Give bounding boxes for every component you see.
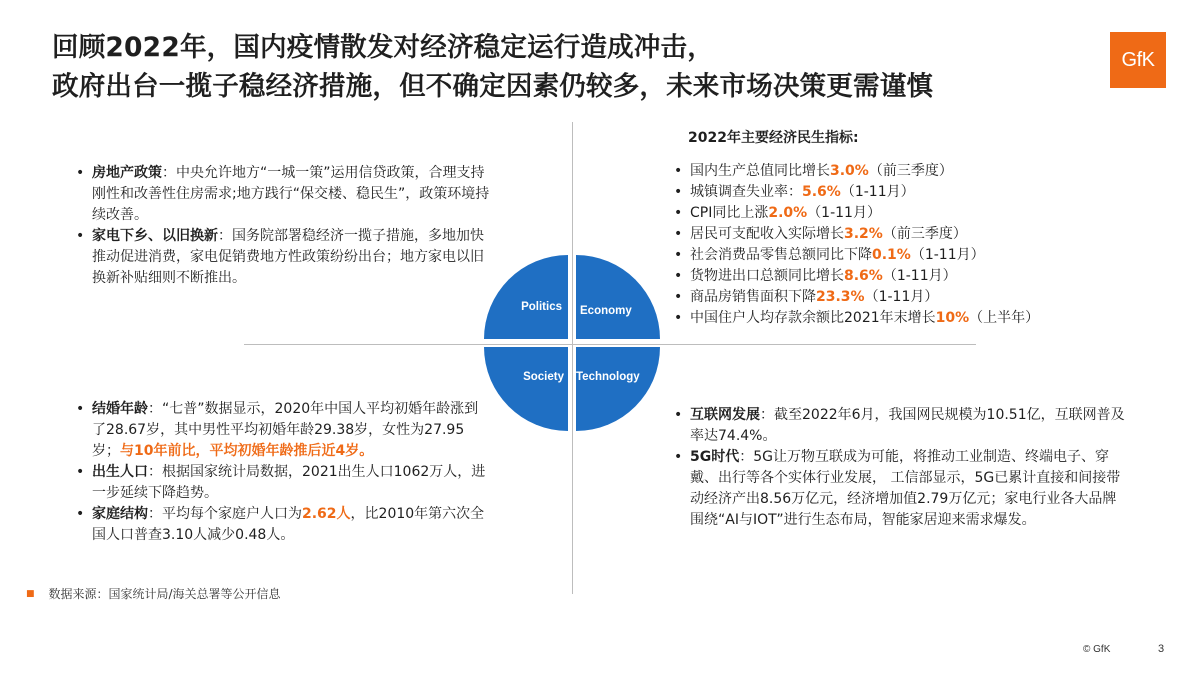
list-item [670, 287, 1130, 308]
politics-quadrant [484, 255, 568, 339]
page-number: 3 [1158, 643, 1165, 655]
title-line-1: 回顾2022年，国内疫情散发对经济稳定运行造成冲击， [52, 32, 714, 63]
list-item [670, 203, 1130, 224]
item-period: （1-11月） [910, 247, 985, 263]
item-highlight: 与10年前比，平均初婚年龄推后近4岁。 [120, 443, 374, 459]
item-text: ：5G让万物互联成为可能，将推动工业制造、终端电子、穿戴、出行等各个实体行业发展， 工信部显示，5G已累计直接和间接带动经济产出8.56万亿元，经济增加值2.79万亿元；家电行业各大品牌围绕“AI与IOT”进行生态布局，智能家居迎来需求爆发。 [690, 449, 1121, 528]
item-value: 2.62人 [302, 506, 351, 522]
item-period: （1-11月） [807, 205, 881, 221]
source-text: 数据来源：国家统计局/海关总署等公开信息 [48, 587, 281, 601]
item-text: 城镇调查失业率： [690, 184, 802, 200]
item-value: 3.0% [830, 163, 869, 179]
item-period: （1-11月） [882, 268, 957, 284]
technology-label: Technology [576, 371, 640, 383]
title-line-2: 政府出台一揽子稳经济措施，但不确定因素仍较多，未来市场决策更需谨慎 [52, 71, 934, 102]
item-text: ：截至2022年6月，我国网民规模为10.51亿，互联网普及率达74.4%。 [690, 407, 1125, 444]
list-item [670, 161, 1130, 182]
item-label: 结婚年龄 [92, 401, 148, 417]
item-text: 国内生产总值同比增长 [690, 163, 830, 179]
item-label: 互联网发展 [690, 407, 760, 423]
economy-section [670, 128, 1130, 329]
copyright: © GfK [1083, 644, 1111, 655]
item-text: ：“七普”数据显示，2020年中国人平均初婚年龄涨到了28.67岁，其中男性平均初婚年龄29.38岁，女性为27.95岁； [92, 401, 479, 459]
list-item [72, 504, 492, 546]
pest-quadrant [484, 255, 660, 431]
item-text: 商品房销售面积下降 [690, 289, 816, 305]
list-item [670, 405, 1130, 447]
item-text: 中国住户人均存款余额比2021年末增长 [690, 310, 936, 326]
item-text: ：根据国家统计局数据，2021出生人口1062万人，进一步延续下降趋势。 [92, 464, 486, 501]
item-period: （1-11月） [840, 184, 915, 200]
item-label: 房地产政策 [92, 165, 162, 181]
item-label: 出生人口 [92, 464, 148, 480]
list-item [670, 266, 1130, 287]
item-text: 社会消费品零售总额同比下降 [690, 247, 872, 263]
list-item [670, 245, 1130, 266]
item-text: CPI同比上涨 [690, 205, 769, 221]
item-label: 家电下乡、以旧换新 [92, 228, 218, 244]
item-value: 5.6% [802, 184, 841, 200]
item-value: 0.1% [872, 247, 911, 263]
list-item [72, 163, 492, 226]
gfk-logo: GfK [1110, 32, 1166, 88]
item-text: ：平均每个家庭户人口为 [148, 506, 302, 522]
source-marker: ■ [26, 589, 35, 599]
item-text: ，比2010年第六次全国人口普查3.10人减少0.48人。 [92, 506, 485, 543]
item-value: 3.2% [844, 226, 883, 242]
list-item [72, 462, 492, 504]
list-item [670, 308, 1130, 329]
item-text: 货物进出口总额同比增长 [690, 268, 844, 284]
item-period: （前三季度） [868, 163, 953, 179]
technology-section [670, 405, 1130, 531]
economy-label: Economy [580, 305, 632, 317]
society-quadrant [484, 347, 568, 431]
list-item [670, 224, 1130, 245]
politics-section [72, 163, 492, 289]
list-item [72, 399, 492, 462]
economy-heading: 2022年主要经济民生指标: [688, 130, 859, 146]
item-value: 8.6% [844, 268, 883, 284]
technology-quadrant [576, 347, 660, 431]
list-item [670, 447, 1130, 531]
item-text: 居民可支配收入实际增长 [690, 226, 844, 242]
item-period: （上半年） [969, 310, 1040, 326]
item-label: 家庭结构 [92, 506, 148, 522]
item-label: 5G时代 [690, 449, 740, 465]
item-period: （前三季度） [882, 226, 967, 242]
society-label: Society [523, 371, 564, 383]
data-source-note [26, 585, 281, 602]
society-section [72, 399, 492, 546]
item-value: 23.3% [816, 289, 865, 305]
item-value: 10% [935, 310, 970, 326]
item-value: 2.0% [768, 205, 808, 221]
item-text: ：国务院部署稳经济一揽子措施，多地加快推动促进消费，家电促销费地方性政策纷纷出台；地方家电以旧换新补贴细则不断推出。 [92, 228, 484, 286]
page-title [52, 28, 1092, 106]
politics-label: Politics [521, 301, 562, 313]
economy-quadrant [576, 255, 660, 339]
list-item [670, 182, 1130, 203]
item-text: ：中央允许地方“一城一策”运用信贷政策，合理支持刚性和改善性住房需求;地方践行“保交楼、稳民生”，政策环境持续改善。 [92, 165, 490, 223]
item-period: （1-11月） [864, 289, 939, 305]
list-item [72, 226, 492, 289]
